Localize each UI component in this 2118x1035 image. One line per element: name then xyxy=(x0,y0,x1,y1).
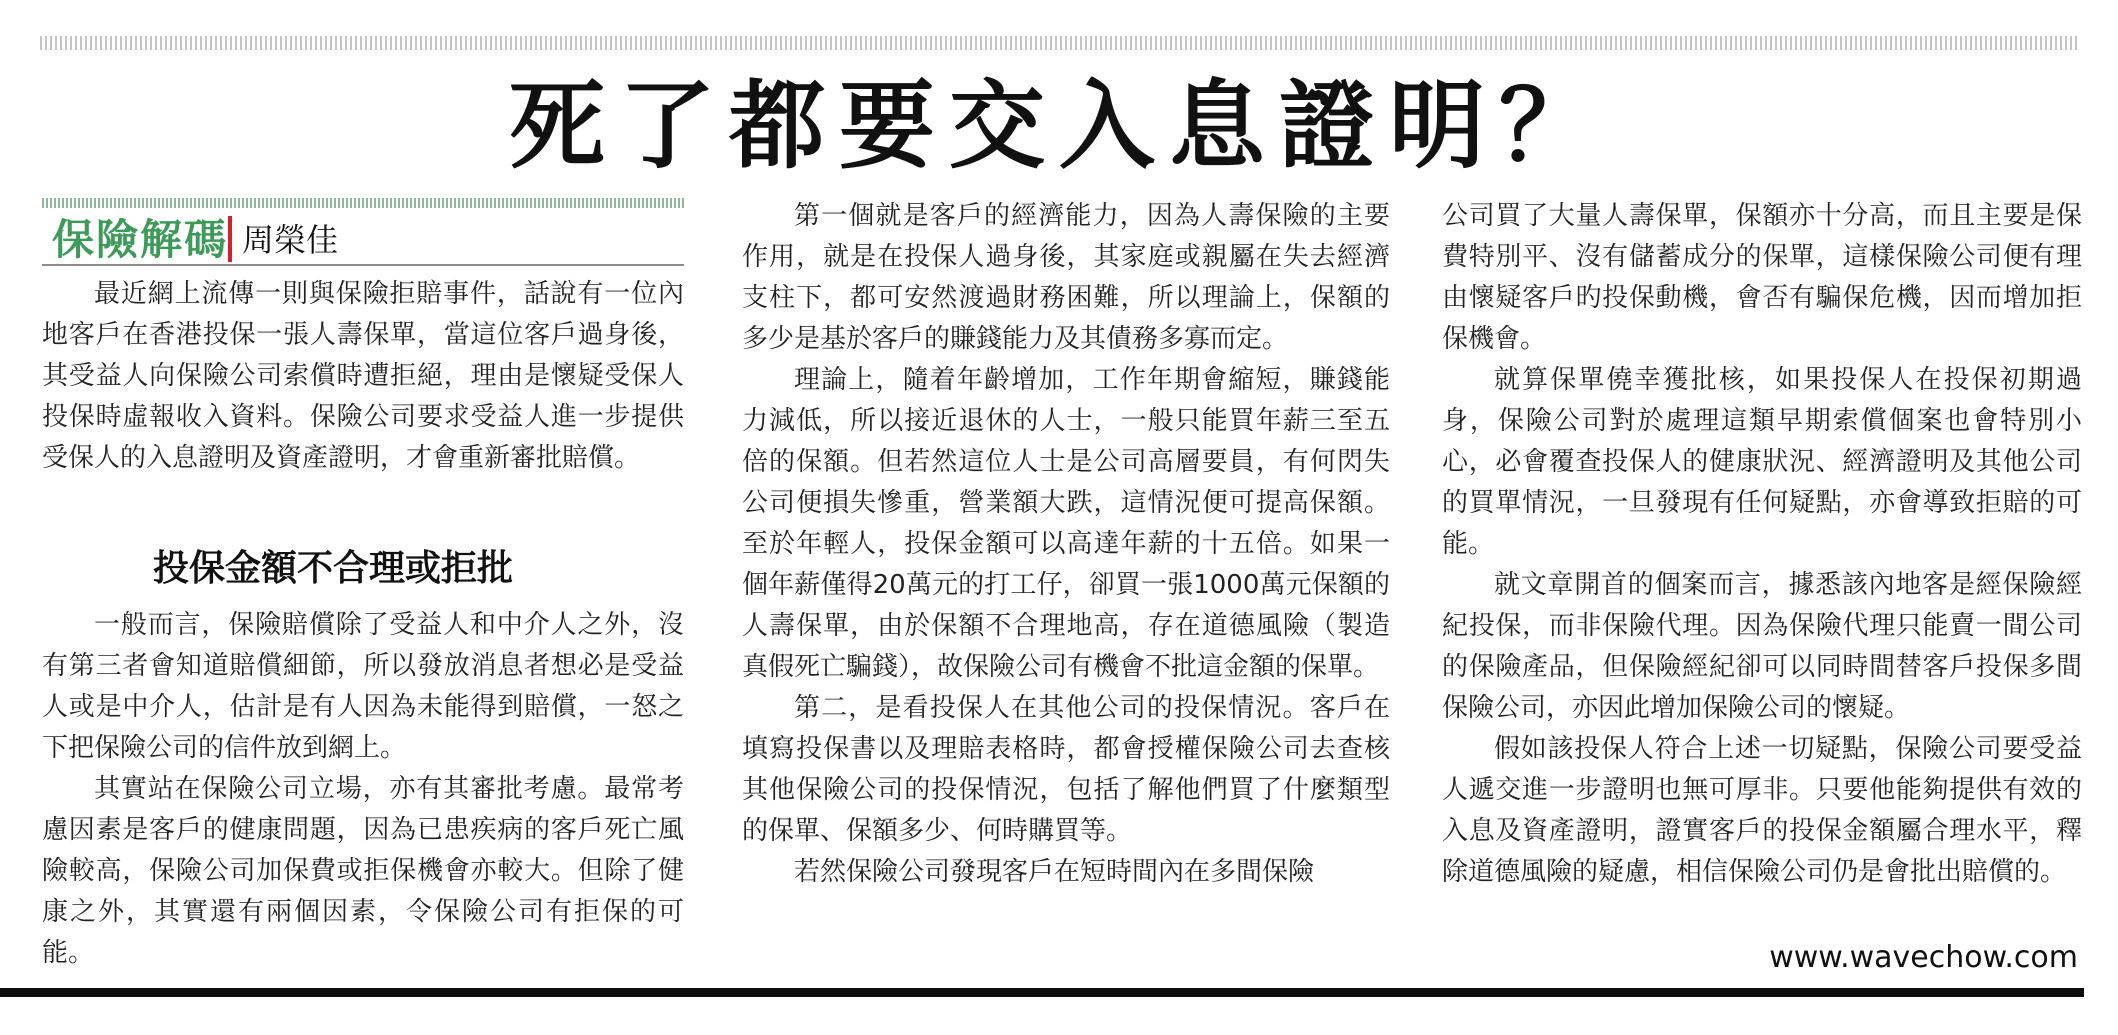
website-url: www.wavechow.com xyxy=(1769,940,2078,975)
subheading: 投保金額不合理或拒批 xyxy=(152,548,513,589)
column-header xyxy=(42,198,684,266)
paragraph: 假如該投保人符合上述一切疑點，保險公司要受益人遞交進一步證明也無可厚非。只要他能夠提供有效的入息及資產證明，證實客戶的投保金額屬合理水平，釋除道德風險的疑慮，相信保險公司仍是會批出賠償的。 xyxy=(1442,734,2082,887)
paragraph: 若然保險公司發現客戶在短時間內在多間保險 xyxy=(794,857,1315,887)
column-2 xyxy=(742,196,1390,893)
column-3 xyxy=(1442,196,2082,893)
column-1-body xyxy=(42,605,684,974)
column-name: 保險解碼 xyxy=(52,215,229,264)
column-1-intro xyxy=(42,274,684,479)
bottom-rule xyxy=(0,988,2084,997)
paragraph: 一般而言，保險賠償除了受益人和中介人之外，沒有第三者會知道賠償細節，所以發放消息者想必是受益人或是中介人，估計是有人因為未能得到賠償，一怒之下把保險公司的信件放到網上。 xyxy=(42,610,684,763)
headline: 死了都要交入息證明？ xyxy=(509,70,1609,182)
top-dotted-rule xyxy=(40,36,2080,50)
column-header-dots xyxy=(42,198,684,208)
paragraph: 理論上，隨着年齡增加，工作年期會縮短，賺錢能力減低，所以接近退休的人士，一般只能買年薪三至五倍的保額。但若然這位人士是公司高層要員，有何閃失公司便損失慘重，營業額大跌，這情況便可提高保額。至於年輕人，投保金額可以高達年薪的十五倍。如果一個年薪僅得20萬元的打工仔，卻買一張1000萬元保額的人壽保單，由於保額不合理地高，存在道德風險（製造真假死亡騙錢），故保險公司有機會不批這金額的保單。 xyxy=(742,365,1390,682)
paragraph-intro: 最近網上流傳一則與保險拒賠事件，話說有一位內地客戶在香港投保一張人壽保單，當這位客戶過身後，其受益人向保險公司索償時遭拒絕，理由是懷疑受保人投保時虛報收入資料。保險公司要求受益人進一步提供受保人的入息證明及資產證明，才會重新審批賠償。 xyxy=(42,279,684,473)
author-name: 周榮佳 xyxy=(242,221,339,259)
paragraph: 就算保單僥幸獲批核，如果投保人在投保初期過身，保險公司對於處理這類早期索償個案也會特別小心，必會覆查投保人的健康狀況、經濟證明及其他公司的買單情況，一旦發現有任何疑點，亦會導致拒賠的可能。 xyxy=(1442,365,2082,559)
paragraph: 第一個就是客戶的經濟能力，因為人壽保險的主要作用，就是在投保人過身後，其家庭或親屬在失去經濟支柱下，都可安然渡過財務困難，所以理論上，保額的多少是基於客戶的賺錢能力及其債務多寡而定。 xyxy=(742,201,1390,354)
paragraph: 其實站在保險公司立場，亦有其審批考慮。最常考慮因素是客戶的健康問題，因為已患疾病的客戶死亡風險較高，保險公司加保費或拒保機會亦較大。但除了健康之外，其實還有兩個因素，令保險公司有拒保的可能。 xyxy=(42,774,684,968)
header-underline xyxy=(42,264,684,266)
header-divider xyxy=(228,216,232,262)
paragraph: 第二，是看投保人在其他公司的投保情況。客戶在填寫投保書以及理賠表格時，都會授權保險公司去查核其他保險公司的投保情況，包括了解他們買了什麼類型的保單、保額多少、何時購買等。 xyxy=(742,693,1390,846)
paragraph: 就文章開首的個案而言，據悉該內地客是經保險經紀投保，而非保險代理。因為保險代理只能賣一間公司的保險產品，但保險經紀卻可以同時間替客戶投保多間保險公司，亦因此增加保險公司的懷疑。 xyxy=(1442,570,2082,723)
paragraph-continued: 公司買了大量人壽保單，保額亦十分高，而且主要是保費特別平、沒有儲蓄成分的保單，這樣保險公司便有理由懷疑客戶旳投保動機，會否有騙保危機，因而增加拒保機會。 xyxy=(1442,201,2082,354)
